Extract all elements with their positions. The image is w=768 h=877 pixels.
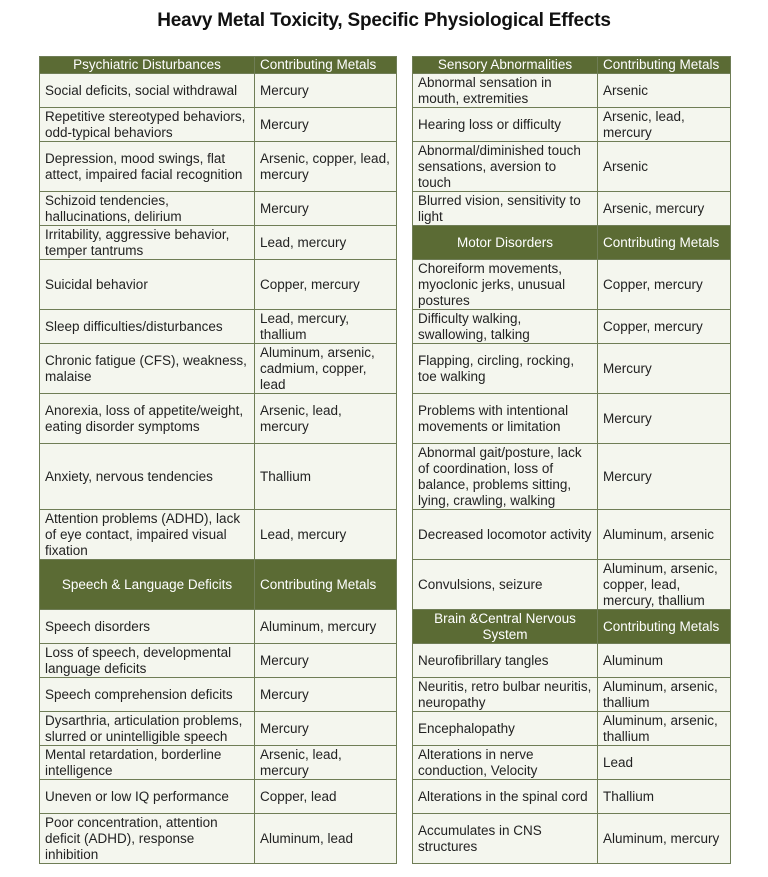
table-row <box>413 192 731 226</box>
table-row <box>413 310 731 344</box>
metals-cell: Mercury <box>255 644 397 678</box>
metals-cell: Mercury <box>255 678 397 712</box>
metals-cell: Lead, mercury <box>255 510 397 560</box>
effect-cell: Sleep difficulties/disturbances <box>40 310 255 344</box>
effect-cell: Choreiform movements, myoclonic jerks, unusual postures <box>413 260 598 310</box>
metals-cell: Arsenic, mercury <box>598 192 731 226</box>
metals-cell: Arsenic <box>598 74 731 108</box>
effect-cell: Schizoid tendencies, hallucinations, delirium <box>40 192 255 226</box>
table-row <box>40 444 397 510</box>
metals-cell: Arsenic, lead, mercury <box>255 746 397 780</box>
metals-cell: Mercury <box>255 192 397 226</box>
table-row <box>40 74 397 108</box>
metals-cell: Aluminum, arsenic, thallium <box>598 678 731 712</box>
metals-cell: Lead, mercury, thallium <box>255 310 397 344</box>
section-header: Speech & Language Deficits <box>40 560 255 610</box>
table-row <box>413 780 731 814</box>
effect-cell: Poor concentration, attention deficit (ADHD), response inhibition <box>40 814 255 864</box>
table-row <box>40 644 397 678</box>
section-header-row <box>413 226 731 260</box>
effect-cell: Abnormal/diminished touch sensations, aversion to touch <box>413 142 598 192</box>
table-row <box>40 746 397 780</box>
table-row <box>40 394 397 444</box>
metals-cell: Aluminum, arsenic <box>598 510 731 560</box>
effect-cell: Problems with intentional movements or limitation <box>413 394 598 444</box>
table-row <box>40 510 397 560</box>
table-row <box>413 108 731 142</box>
effect-cell: Irritability, aggressive behavior, temper tantrums <box>40 226 255 260</box>
table-row <box>413 814 731 864</box>
effect-cell: Attention problems (ADHD), lack of eye contact, impaired visual fixation <box>40 510 255 560</box>
effect-cell: Anorexia, loss of appetite/weight, eating disorder symptoms <box>40 394 255 444</box>
table-row <box>40 108 397 142</box>
metals-cell: Aluminum <box>598 644 731 678</box>
effect-cell: Convulsions, seizure <box>413 560 598 610</box>
effect-cell: Hearing loss or difficulty <box>413 108 598 142</box>
effect-cell: Social deficits, social withdrawal <box>40 74 255 108</box>
table-row <box>40 310 397 344</box>
effect-cell: Dysarthria, articulation problems, slurred or unintelligible speech <box>40 712 255 746</box>
table-row <box>40 678 397 712</box>
effect-cell: Anxiety, nervous tendencies <box>40 444 255 510</box>
effect-cell: Abnormal sensation in mouth, extremities <box>413 74 598 108</box>
column-header-metals: Contributing Metals <box>255 560 397 610</box>
effect-cell: Accumulates in CNS structures <box>413 814 598 864</box>
effect-cell: Flapping, circling, rocking, toe walking <box>413 344 598 394</box>
table-row <box>413 74 731 108</box>
table-row <box>413 444 731 510</box>
section-header: Sensory Abnormalities <box>413 57 598 74</box>
table-row <box>413 344 731 394</box>
effect-cell: Suicidal behavior <box>40 260 255 310</box>
metals-cell: Mercury <box>255 712 397 746</box>
table-row <box>40 814 397 864</box>
table-row <box>40 226 397 260</box>
metals-cell: Lead <box>598 746 731 780</box>
effect-cell: Difficulty walking, swallowing, talking <box>413 310 598 344</box>
table-row <box>413 142 731 192</box>
metals-cell: Aluminum, lead <box>255 814 397 864</box>
section-header: Motor Disorders <box>413 226 598 260</box>
effect-cell: Chronic fatigue (CFS), weakness, malaise <box>40 344 255 394</box>
metals-cell: Mercury <box>255 108 397 142</box>
effect-cell: Neurofibrillary tangles <box>413 644 598 678</box>
table-row <box>413 510 731 560</box>
table-row <box>40 192 397 226</box>
table-row <box>40 260 397 310</box>
table-row <box>40 712 397 746</box>
metals-cell: Arsenic, lead, mercury <box>598 108 731 142</box>
effect-cell: Repetitive stereotyped behaviors, odd-typical behaviors <box>40 108 255 142</box>
metals-cell: Aluminum, mercury <box>255 610 397 644</box>
page-title: Heavy Metal Toxicity, Specific Physiological Effects <box>157 10 611 31</box>
metals-cell: Copper, lead <box>255 780 397 814</box>
right-table <box>412 56 731 864</box>
table-row <box>413 560 731 610</box>
metals-cell: Arsenic, copper, lead, mercury <box>255 142 397 192</box>
metals-cell: Copper, mercury <box>255 260 397 310</box>
metals-cell: Aluminum, arsenic, cadmium, copper, lead <box>255 344 397 394</box>
table-row <box>40 142 397 192</box>
metals-cell: Thallium <box>255 444 397 510</box>
effect-cell: Depression, mood swings, flat attect, impaired facial recognition <box>40 142 255 192</box>
table-row <box>40 780 397 814</box>
metals-cell: Arsenic, lead, mercury <box>255 394 397 444</box>
metals-cell: Copper, mercury <box>598 260 731 310</box>
metals-cell: Copper, mercury <box>598 310 731 344</box>
effect-cell: Encephalopathy <box>413 712 598 746</box>
column-header-metals: Contributing Metals <box>598 610 731 644</box>
section-header-row <box>413 610 731 644</box>
metals-cell: Aluminum, arsenic, copper, lead, mercury, thallium <box>598 560 731 610</box>
table-row <box>413 260 731 310</box>
effect-cell: Mental retardation, borderline intelligence <box>40 746 255 780</box>
table-row <box>413 746 731 780</box>
table-row <box>40 610 397 644</box>
effect-cell: Decreased locomotor activity <box>413 510 598 560</box>
table-row <box>413 394 731 444</box>
table-row <box>413 712 731 746</box>
effect-cell: Neuritis, retro bulbar neuritis, neuropathy <box>413 678 598 712</box>
metals-cell: Mercury <box>598 394 731 444</box>
effect-cell: Alterations in nerve conduction, Velocity <box>413 746 598 780</box>
effect-cell: Alterations in the spinal cord <box>413 780 598 814</box>
table-row <box>413 644 731 678</box>
metals-cell: Arsenic <box>598 142 731 192</box>
effect-cell: Uneven or low IQ performance <box>40 780 255 814</box>
table-row <box>40 344 397 394</box>
section-header-row <box>40 560 397 610</box>
column-header-metals: Contributing Metals <box>598 57 731 74</box>
metals-cell: Mercury <box>598 344 731 394</box>
metals-cell: Aluminum, mercury <box>598 814 731 864</box>
section-header-row <box>40 57 397 74</box>
effect-cell: Loss of speech, developmental language deficits <box>40 644 255 678</box>
metals-cell: Lead, mercury <box>255 226 397 260</box>
metals-cell: Mercury <box>255 74 397 108</box>
column-header-metals: Contributing Metals <box>255 57 397 74</box>
column-header-metals: Contributing Metals <box>598 226 731 260</box>
metals-cell: Mercury <box>598 444 731 510</box>
section-header: Brain &Central Nervous System <box>413 610 598 644</box>
section-header: Psychiatric Disturbances <box>40 57 255 74</box>
metals-cell: Aluminum, arsenic, thallium <box>598 712 731 746</box>
left-table <box>39 56 397 864</box>
metals-cell: Thallium <box>598 780 731 814</box>
effect-cell: Blurred vision, sensitivity to light <box>413 192 598 226</box>
effect-cell: Abnormal gait/posture, lack of coordination, loss of balance, problems sitting, lying, crawling, walking <box>413 444 598 510</box>
section-header-row <box>413 57 731 74</box>
table-row <box>413 678 731 712</box>
effect-cell: Speech comprehension deficits <box>40 678 255 712</box>
effect-cell: Speech disorders <box>40 610 255 644</box>
